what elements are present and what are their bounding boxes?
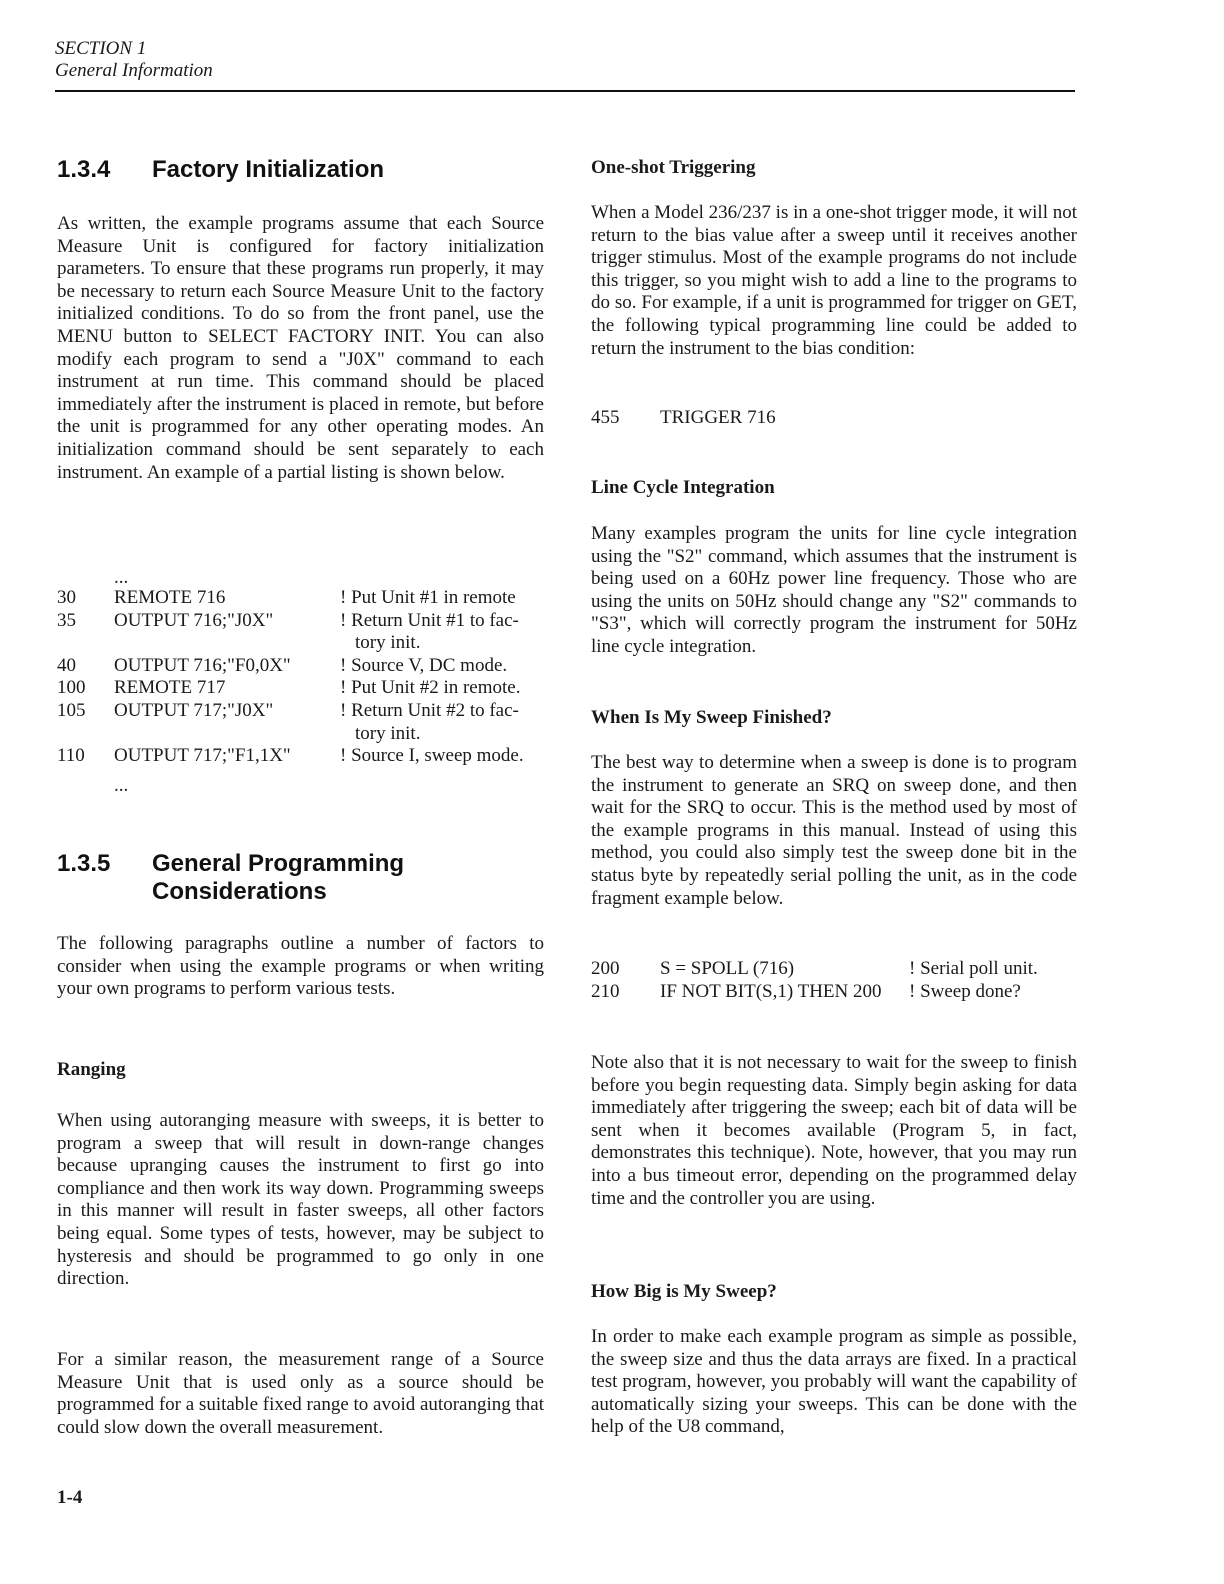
code-row [591, 958, 1077, 981]
line-number: 30 [57, 587, 76, 608]
serial-poll-code [591, 958, 1077, 1004]
line-number: 35 [57, 609, 76, 631]
one-shot-heading: One-shot Triggering [591, 157, 756, 178]
statement: REMOTE 717 [114, 677, 226, 699]
statement: REMOTE 716 [114, 587, 226, 608]
line-number: 40 [57, 654, 76, 676]
code-row [57, 745, 544, 768]
heading-1-3-5 [57, 850, 544, 906]
comment: ! Return Unit #1 to fac- tory init. [340, 609, 519, 654]
heading-number: 1.3.5 [57, 850, 111, 877]
trigger-code [591, 407, 1077, 430]
section-label: SECTION 1 [55, 38, 147, 59]
statement: OUTPUT 716;"J0X" [114, 609, 274, 631]
general-programming-paragraph: The following paragraphs outline a number of factors to consider when using the example programs or when writing your own programs to perform various tests. [57, 933, 544, 1000]
ranging-paragraph-2: For a similar reason, the measurement range of a Source Measure Unit that is used only as a source should be programmed for a suitable fixed range to avoid autoranging that could slow down the overall measurement. [57, 1349, 544, 1438]
code-ellipsis-bottom: ... [114, 775, 129, 796]
statement: OUTPUT 717;"F1,1X" [114, 745, 291, 767]
comment: ! Sweep done? [909, 981, 1021, 1002]
heading-title: General Programming Considerations [152, 850, 405, 905]
line-number: 100 [57, 677, 86, 699]
code-row [57, 700, 544, 745]
ranging-heading: Ranging [57, 1059, 126, 1080]
how-big-heading: How Big is My Sweep? [591, 1281, 777, 1302]
statement: TRIGGER 716 [660, 407, 776, 428]
heading-number: 1.3.4 [57, 156, 111, 183]
comment: ! Put Unit #2 in remote. [340, 677, 521, 699]
line-number: 455 [591, 407, 620, 428]
page-header [55, 38, 1075, 82]
code-ellipsis-top: ... [114, 567, 129, 588]
ranging-paragraph-1: When using autoranging measure with sweeps, it is better to program a sweep that will result in down-range changes because upranging causes the instrument to first go into compliance and then work its way down. Programming sweeps in this manner will result in faster sweeps, all other factors being equal. Some types of tests, however, may be subject to hysteresis and should be programmed to go only in one direction. [57, 1110, 544, 1290]
section-subtitle: General Information [55, 60, 213, 81]
how-big-paragraph: In order to make each example program as simple as possible, the sweep size and thus the data arrays are fixed. In a practical test program, however, you probably will want the capability of automatically sizing your sweeps. This can be done with the help of the U8 command, [591, 1326, 1077, 1438]
code-listing [57, 587, 544, 768]
code-row [57, 655, 544, 678]
comment: ! Return Unit #2 to fac- tory init. [340, 699, 519, 744]
sweep-finished-paragraph: The best way to determine when a sweep is done is to program the instrument to generate an SRQ on sweep done, and then wait for the SRQ to occur. This is the method used by most of the example programs in this manual. Instead of using this method, you could also simply test the sweep done bit in the status byte by repeatedly serial polling the unit, as in the code fragment example below. [591, 752, 1077, 909]
comment: ! Put Unit #1 in remote [340, 587, 516, 608]
statement: IF NOT BIT(S,1) THEN 200 [660, 981, 882, 1002]
code-row [57, 610, 544, 655]
code-row [57, 587, 544, 610]
page-number: 1-4 [57, 1487, 83, 1508]
note-paragraph: Note also that it is not necessary to wait for the sweep to finish before you begin requesting data. Simply begin asking for data immediately after triggering the sweep; each bit of data will be sent when it becomes available (Program 5, in fact, demonstrates this technique). Note, however, that you may run into a bus timeout error, depending on the programmed delay time and the controller you are using. [591, 1052, 1077, 1209]
code-row [57, 677, 544, 700]
line-number: 110 [57, 745, 85, 767]
comment: ! Source V, DC mode. [340, 654, 508, 676]
line-number: 200 [591, 958, 620, 979]
code-row [591, 981, 1077, 1004]
statement: OUTPUT 716;"F0,0X" [114, 654, 291, 676]
comment: ! Serial poll unit. [909, 958, 1038, 979]
line-cycle-heading: Line Cycle Integration [591, 477, 775, 498]
statement: OUTPUT 717;"J0X" [114, 699, 274, 721]
one-shot-paragraph: When a Model 236/237 is in a one-shot trigger mode, it will not return to the bias value after a sweep until it receives another trigger stimulus. Most of the example programs do not include this trigger, so you might wish to add a line to the programs to do so. For example, if a unit is programmed for trigger on GET, the following typical programming line could be added to return the instrument to the bias condition: [591, 202, 1078, 359]
heading-title: Factory Initialization [152, 156, 385, 183]
header-rule [55, 90, 1075, 92]
sweep-finished-heading: When Is My Sweep Finished? [591, 707, 832, 728]
line-cycle-paragraph: Many examples program the units for line cycle integration using the "S2" command, which assumes that the instrument is being used on a 60Hz power line frequency. Those who are using the units on 50Hz should change any "S2" commands to "S3", which will correctly program the instrument for 50Hz line cycle integration. [591, 523, 1077, 657]
code-row [591, 407, 1077, 430]
statement: S = SPOLL (716) [660, 958, 795, 979]
heading-1-3-4 [57, 156, 544, 184]
line-number: 210 [591, 981, 620, 1002]
factory-init-paragraph: As written, the example programs assume that each Source Measure Unit is configured for factory initialization parameters. To ensure that these programs run properly, it may be necessary to return each Source Measure Unit to the factory initialized conditions. To do so from the front panel, use the MENU button to SELECT FACTORY INIT. You can also modify each program to send a "J0X" command to each instrument at run time. This command should be placed immediately after the instrument is placed in remote, but before the unit is programmed for any other operating modes. An initialization command should be sent separately to each instrument. An example of a partial listing is shown below. [57, 213, 544, 483]
comment: ! Source I, sweep mode. [340, 745, 524, 767]
line-number: 105 [57, 699, 86, 721]
